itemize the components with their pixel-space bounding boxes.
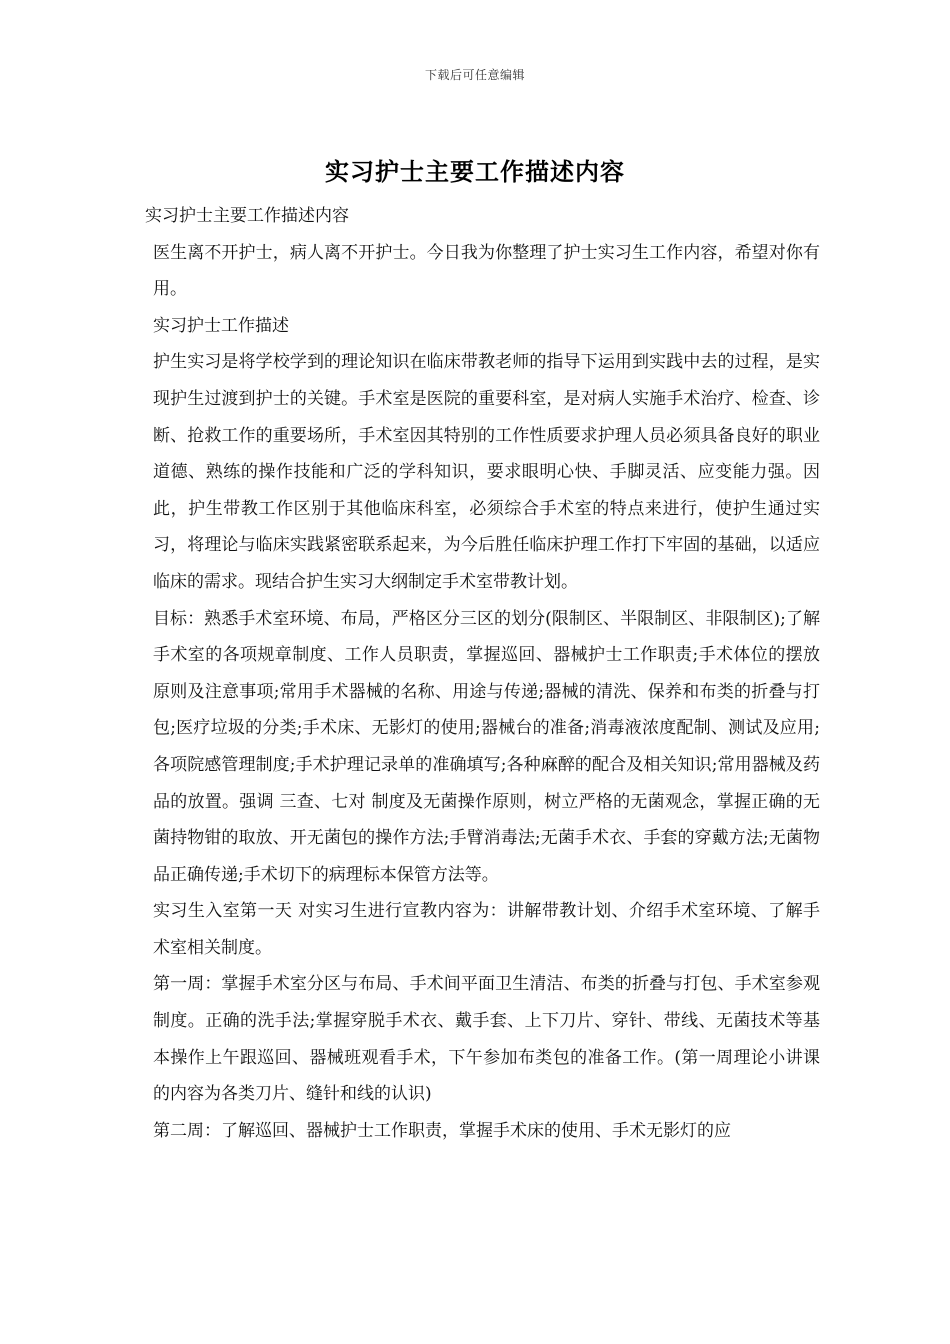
intro-paragraph: 医生离不开护士，病人离不开护士。今日我为你整理了护士实习生工作内容，希望对你有用。	[153, 242, 820, 300]
section-heading: 实习护士工作描述	[153, 315, 289, 336]
subtitle-paragraph: 实习护士主要工作描述内容	[145, 206, 349, 226]
week-two-paragraph: 第二周：了解巡回、器械护士工作职责，掌握手术床的使用、手术无影灯的应	[153, 1120, 731, 1141]
document-title: 实习护士主要工作描述内容	[325, 157, 625, 186]
week-one-paragraph: 第一周：掌握手术室分区与布局、手术间平面卫生清洁、布类的折叠与打包、手术室参观制度。正确的洗手法;掌握穿脱手术衣、戴手套、上下刀片、穿针、带线、无菌技术等基本操作上午跟巡回、器械班观看手术，下午参加布类包的准备工作。(第一周理论小讲课的内容为各类刀片、缝针和线的认识)	[153, 974, 820, 1105]
header-note: 下载后可任意编辑	[424, 68, 525, 82]
goals-paragraph: 目标：熟悉手术室环境、布局，严格区分三区的划分(限制区、半限制区、非限制区);了解手术室的各项规章制度、工作人员职责，掌握巡回、器械护士工作职责;手术体位的摆放原则及注意事项;常用手术器械的名称、用途与传递;器械的清洗、保养和布类的折叠与打包;医疗垃圾的分类;手术床、无影灯的使用;器械台的准备;消毒液浓度配制、测试及应用;各项院感管理制度;手术护理记录单的准确填写;各种麻醉的配合及相关知识;常用器械及药品的放置。强调 三查、七对 制度及无菌操作原则，树立严格的无菌观念，掌握正确的无菌持物钳的取放、开无菌包的操作方法;手臂消毒法;无菌手术衣、手套的穿戴方法;无菌物品正确传递;手术切下的病理标本保管方法等。	[153, 608, 820, 885]
description-paragraph: 护生实习是将学校学到的理论知识在临床带教老师的指导下运用到实践中去的过程，是实现护生过渡到护士的关键。手术室是医院的重要科室，是对病人实施手术治疗、检查、诊断、抢救工作的重要场所，手术室因其特别的工作性质要求护理人员必须具备良好的职业道德、熟练的操作技能和广泛的学科知识，要求眼明心快、手脚灵活、应变能力强。因此，护生带教工作区别于其他临床科室，必须综合手术室的特点来进行，使护生通过实习，将理论与临床实践紧密联系起来，为今后胜任临床护理工作打下牢固的基础，以适应临床的需求。现结合护生实习大纲制定手术室带教计划。	[153, 352, 820, 592]
document-body	[145, 198, 820, 1149]
first-day-paragraph: 实习生入室第一天 对实习生进行宣教内容为：讲解带教计划、介绍手术室环境、了解手术室相关制度。	[153, 901, 820, 958]
